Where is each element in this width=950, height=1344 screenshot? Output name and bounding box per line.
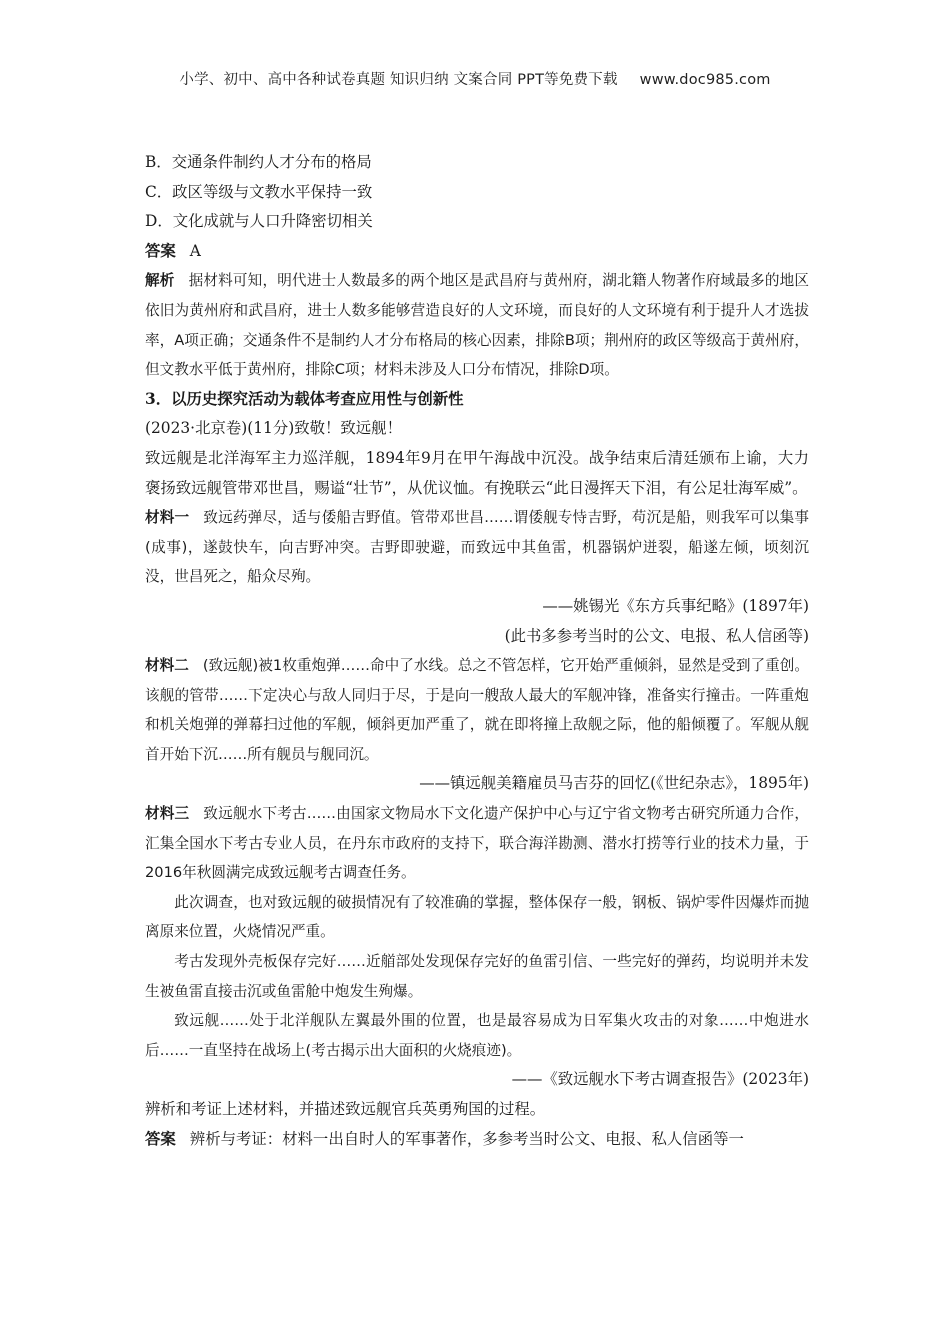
material-one-label: 材料一 (145, 509, 190, 527)
analysis-text: 据材料可知，明代进士人数最多的两个地区是武昌府与黄州府，湖北籍人物著作府域最多的地区依旧为黄州府和武昌府，进士人数多能够营造良好的人文环境，而良好的人文环境有利于提升人才选拔率，A项正确；交通条件不是制约人才分布格局的核心因素，排除B项；荆州府的政区等级高于黄州府，但文教水平低于黄州府，排除C项；材料未涉及人口分布情况，排除D项。 (145, 272, 809, 379)
material-one-cite: ——姚锡光《东方兵事纪略》(1897年) (542, 596, 809, 615)
material-three-cite: ——《致远舰水下考古调查报告》(2023年) (511, 1070, 809, 1089)
material-two-label: 材料二 (145, 657, 189, 675)
material-three-label: 材料三 (145, 805, 190, 823)
answer-line (145, 237, 809, 267)
question-source: (2023·北京卷)(11分)致敬！致远舰！ (145, 419, 402, 438)
header-text: 小学、初中、高中各种试卷真题 知识归纳 文案合同 PPT等免费下载 (179, 72, 618, 88)
material-two-cite: ——镇远舰美籍雇员马吉芬的回忆(《世纪杂志》，1895年) (419, 774, 809, 793)
answer-two (145, 1125, 809, 1155)
section-title: 3．以历史探究活动为载体考查应用性与创新性 (145, 389, 464, 408)
document-body (145, 148, 809, 1154)
answer-two-label: 答案 (145, 1129, 176, 1148)
page-header (0, 68, 950, 89)
answer-two-text: 辨析与考证：材料一出自时人的军事著作，多参考当时公文、电报、私人信函等一 (189, 1129, 744, 1148)
material-one-text: 致远药弹尽，适与倭船吉野值。管带邓世昌……谓倭舰专恃吉野，苟沉是船，则我军可以集事(成事)，遂鼓快车，向吉野冲突。吉野即驶避，而致远中其鱼雷，机器锅炉迸裂，船遂左倾，顷刻沉没，世昌死之，船众尽殉。 (145, 509, 809, 586)
material-three (145, 799, 809, 888)
material-one-note: (此书多参考当时的公文、电报、私人信函等) (504, 626, 809, 645)
task-prompt: 辨析和考证上述材料，并描述致远舰官兵英勇殉国的过程。 (145, 1100, 546, 1118)
option-c: C．政区等级与文教水平保持一致 (145, 182, 373, 201)
header-site: www.doc985.com (639, 72, 771, 88)
material-three-text: 致远舰水下考古……由国家文物局水下文化遗产保护中心与辽宁省文物考古研究所通力合作，汇集全国水下考古专业人员，在丹东市政府的支持下，联合海洋勘测、潜水打捞等行业的技术力量，于2016年秋圆满完成致远舰考古调查任务。 (145, 805, 809, 882)
answer-value: A (189, 241, 201, 260)
analysis-label: 解析 (145, 272, 175, 290)
material-one (145, 503, 809, 592)
option-d: D．文化成就与人口升降密切相关 (145, 212, 373, 231)
analysis-paragraph (145, 266, 809, 384)
option-b: B．交通条件制约人才分布的格局 (145, 153, 372, 171)
question-intro: 致远舰是北洋海军主力巡洋舰，1894年9月在甲午海战中沉没。战争结束后清廷颁布上谕，大力褒扬致远舰管带邓世昌，赐谥“壮节”，从优议恤。有挽联云“此日漫挥天下泪，有公足壮海军威”。 (145, 448, 809, 497)
material-three-p4: 致远舰……处于北洋舰队左翼最外围的位置，也是最容易成为日军集火攻击的对象……中炮进水后……一直坚持在战场上(考古揭示出大面积的火烧痕迹)。 (145, 1012, 809, 1059)
material-two-text: (致远舰)被1枚重炮弹……命中了水线。总之不管怎样，它开始严重倾斜，显然是受到了重创。该舰的管带……下定决心与敌人同归于尽，于是向一艘敌人最大的军舰冲锋，准备实行撞击。一阵重炮和机关炮弹的弹幕扫过他的军舰，倾斜更加严重了，就在即将撞上敌舰之际，他的船倾覆了。军舰从舰首开始下沉……所有舰员与舰同沉。 (145, 657, 809, 763)
material-three-p2: 此次调查，也对致远舰的破损情况有了较准确的掌握，整体保存一般，钢板、锅炉零件因爆炸而抛离原来位置，火烧情况严重。 (145, 893, 809, 941)
answer-label: 答案 (145, 241, 176, 260)
material-two (145, 651, 809, 769)
material-three-p3: 考古发现外壳板保存完好……近艏部处发现保存完好的鱼雷引信、一些完好的弹药，均说明并未发生被鱼雷直接击沉或鱼雷舱中炮发生殉爆。 (145, 953, 809, 1000)
